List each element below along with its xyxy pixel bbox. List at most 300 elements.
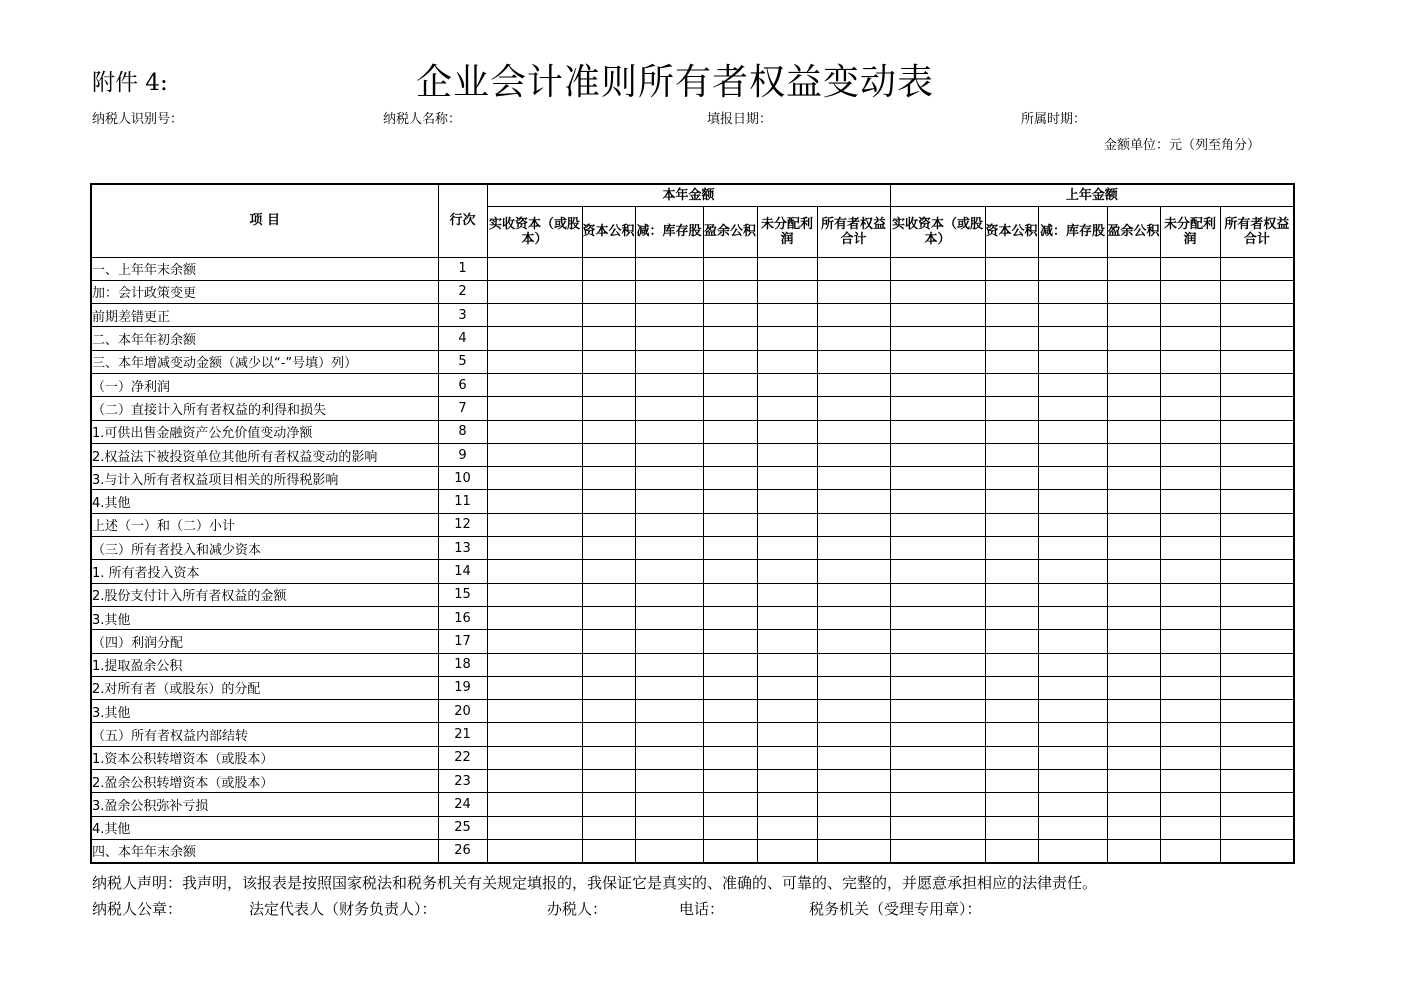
amount-cell[interactable] [1038, 560, 1107, 583]
amount-cell[interactable] [1038, 630, 1107, 653]
amount-cell[interactable] [757, 443, 817, 466]
amount-cell[interactable] [487, 373, 582, 396]
amount-cell[interactable] [703, 257, 757, 280]
amount-cell[interactable] [1038, 327, 1107, 350]
amount-cell[interactable] [487, 513, 582, 536]
amount-cell[interactable] [487, 839, 582, 862]
amount-cell[interactable] [1107, 490, 1160, 513]
amount-cell[interactable] [1107, 513, 1160, 536]
amount-cell[interactable] [890, 770, 985, 793]
amount-cell[interactable] [817, 723, 890, 746]
amount-cell[interactable] [757, 793, 817, 816]
amount-cell[interactable] [985, 676, 1038, 699]
amount-cell[interactable] [635, 537, 703, 560]
amount-cell[interactable] [703, 280, 757, 303]
amount-cell[interactable] [757, 490, 817, 513]
amount-cell[interactable] [582, 606, 635, 629]
amount-cell[interactable] [757, 583, 817, 606]
amount-cell[interactable] [487, 723, 582, 746]
amount-cell[interactable] [1160, 467, 1220, 490]
amount-cell[interactable] [817, 630, 890, 653]
amount-cell[interactable] [1107, 746, 1160, 769]
amount-cell[interactable] [635, 816, 703, 839]
amount-cell[interactable] [635, 327, 703, 350]
amount-cell[interactable] [1038, 746, 1107, 769]
amount-cell[interactable] [487, 490, 582, 513]
amount-cell[interactable] [1038, 397, 1107, 420]
amount-cell[interactable] [582, 537, 635, 560]
amount-cell[interactable] [635, 257, 703, 280]
amount-cell[interactable] [890, 280, 985, 303]
amount-cell[interactable] [487, 676, 582, 699]
amount-cell[interactable] [1107, 630, 1160, 653]
amount-cell[interactable] [635, 653, 703, 676]
amount-cell[interactable] [635, 723, 703, 746]
amount-cell[interactable] [703, 630, 757, 653]
amount-cell[interactable] [985, 583, 1038, 606]
amount-cell[interactable] [1107, 397, 1160, 420]
amount-cell[interactable] [985, 490, 1038, 513]
amount-cell[interactable] [635, 606, 703, 629]
amount-cell[interactable] [1160, 746, 1220, 769]
amount-cell[interactable] [890, 700, 985, 723]
amount-cell[interactable] [487, 304, 582, 327]
amount-cell[interactable] [1160, 770, 1220, 793]
amount-cell[interactable] [757, 420, 817, 443]
amount-cell[interactable] [1107, 583, 1160, 606]
amount-cell[interactable] [985, 443, 1038, 466]
amount-cell[interactable] [817, 443, 890, 466]
amount-cell[interactable] [1160, 723, 1220, 746]
amount-cell[interactable] [890, 723, 985, 746]
amount-cell[interactable] [985, 816, 1038, 839]
amount-cell[interactable] [817, 560, 890, 583]
amount-cell[interactable] [1107, 770, 1160, 793]
amount-cell[interactable] [1107, 653, 1160, 676]
amount-cell[interactable] [1107, 327, 1160, 350]
amount-cell[interactable] [757, 467, 817, 490]
amount-cell[interactable] [487, 280, 582, 303]
amount-cell[interactable] [1160, 327, 1220, 350]
amount-cell[interactable] [1220, 630, 1294, 653]
amount-cell[interactable] [1220, 280, 1294, 303]
amount-cell[interactable] [703, 537, 757, 560]
amount-cell[interactable] [890, 816, 985, 839]
amount-cell[interactable] [582, 793, 635, 816]
amount-cell[interactable] [757, 723, 817, 746]
amount-cell[interactable] [582, 700, 635, 723]
amount-cell[interactable] [635, 583, 703, 606]
amount-cell[interactable] [985, 397, 1038, 420]
amount-cell[interactable] [635, 630, 703, 653]
amount-cell[interactable] [487, 700, 582, 723]
amount-cell[interactable] [1038, 653, 1107, 676]
amount-cell[interactable] [1220, 373, 1294, 396]
amount-cell[interactable] [1220, 606, 1294, 629]
amount-cell[interactable] [757, 280, 817, 303]
amount-cell[interactable] [757, 630, 817, 653]
amount-cell[interactable] [1220, 350, 1294, 373]
amount-cell[interactable] [757, 350, 817, 373]
amount-cell[interactable] [890, 304, 985, 327]
amount-cell[interactable] [985, 793, 1038, 816]
amount-cell[interactable] [1038, 304, 1107, 327]
amount-cell[interactable] [582, 770, 635, 793]
amount-cell[interactable] [817, 676, 890, 699]
amount-cell[interactable] [487, 467, 582, 490]
amount-cell[interactable] [757, 537, 817, 560]
amount-cell[interactable] [1038, 467, 1107, 490]
amount-cell[interactable] [890, 560, 985, 583]
amount-cell[interactable] [817, 537, 890, 560]
amount-cell[interactable] [1038, 793, 1107, 816]
amount-cell[interactable] [1220, 443, 1294, 466]
amount-cell[interactable] [1107, 304, 1160, 327]
amount-cell[interactable] [1160, 606, 1220, 629]
amount-cell[interactable] [487, 327, 582, 350]
amount-cell[interactable] [1160, 513, 1220, 536]
amount-cell[interactable] [817, 373, 890, 396]
amount-cell[interactable] [1038, 606, 1107, 629]
amount-cell[interactable] [703, 606, 757, 629]
amount-cell[interactable] [487, 350, 582, 373]
amount-cell[interactable] [890, 606, 985, 629]
amount-cell[interactable] [817, 257, 890, 280]
amount-cell[interactable] [1107, 373, 1160, 396]
amount-cell[interactable] [757, 676, 817, 699]
amount-cell[interactable] [1038, 839, 1107, 862]
amount-cell[interactable] [890, 793, 985, 816]
amount-cell[interactable] [582, 653, 635, 676]
amount-cell[interactable] [817, 420, 890, 443]
amount-cell[interactable] [635, 700, 703, 723]
amount-cell[interactable] [1107, 606, 1160, 629]
amount-cell[interactable] [757, 700, 817, 723]
amount-cell[interactable] [817, 700, 890, 723]
amount-cell[interactable] [817, 490, 890, 513]
amount-cell[interactable] [703, 397, 757, 420]
amount-cell[interactable] [1038, 816, 1107, 839]
amount-cell[interactable] [757, 560, 817, 583]
amount-cell[interactable] [487, 397, 582, 420]
amount-cell[interactable] [817, 653, 890, 676]
amount-cell[interactable] [1038, 676, 1107, 699]
amount-cell[interactable] [1220, 467, 1294, 490]
amount-cell[interactable] [582, 304, 635, 327]
amount-cell[interactable] [985, 537, 1038, 560]
amount-cell[interactable] [1038, 420, 1107, 443]
amount-cell[interactable] [985, 746, 1038, 769]
amount-cell[interactable] [635, 420, 703, 443]
amount-cell[interactable] [817, 583, 890, 606]
amount-cell[interactable] [817, 467, 890, 490]
amount-cell[interactable] [487, 770, 582, 793]
amount-cell[interactable] [703, 653, 757, 676]
amount-cell[interactable] [1160, 560, 1220, 583]
amount-cell[interactable] [1160, 490, 1220, 513]
amount-cell[interactable] [1107, 723, 1160, 746]
amount-cell[interactable] [890, 630, 985, 653]
amount-cell[interactable] [890, 420, 985, 443]
amount-cell[interactable] [487, 653, 582, 676]
amount-cell[interactable] [817, 350, 890, 373]
amount-cell[interactable] [1160, 816, 1220, 839]
amount-cell[interactable] [985, 513, 1038, 536]
amount-cell[interactable] [635, 373, 703, 396]
amount-cell[interactable] [1107, 537, 1160, 560]
amount-cell[interactable] [703, 700, 757, 723]
amount-cell[interactable] [487, 443, 582, 466]
amount-cell[interactable] [1038, 583, 1107, 606]
amount-cell[interactable] [703, 816, 757, 839]
amount-cell[interactable] [1160, 676, 1220, 699]
amount-cell[interactable] [757, 653, 817, 676]
amount-cell[interactable] [985, 630, 1038, 653]
amount-cell[interactable] [582, 443, 635, 466]
amount-cell[interactable] [487, 583, 582, 606]
amount-cell[interactable] [985, 327, 1038, 350]
amount-cell[interactable] [890, 537, 985, 560]
amount-cell[interactable] [757, 746, 817, 769]
amount-cell[interactable] [985, 304, 1038, 327]
amount-cell[interactable] [1220, 746, 1294, 769]
amount-cell[interactable] [890, 350, 985, 373]
amount-cell[interactable] [487, 537, 582, 560]
amount-cell[interactable] [582, 560, 635, 583]
amount-cell[interactable] [1160, 793, 1220, 816]
amount-cell[interactable] [817, 816, 890, 839]
amount-cell[interactable] [635, 770, 703, 793]
amount-cell[interactable] [582, 583, 635, 606]
amount-cell[interactable] [817, 304, 890, 327]
amount-cell[interactable] [1107, 793, 1160, 816]
amount-cell[interactable] [1220, 513, 1294, 536]
amount-cell[interactable] [1107, 676, 1160, 699]
amount-cell[interactable] [1160, 304, 1220, 327]
amount-cell[interactable] [635, 467, 703, 490]
amount-cell[interactable] [1038, 443, 1107, 466]
amount-cell[interactable] [1107, 420, 1160, 443]
amount-cell[interactable] [1038, 723, 1107, 746]
amount-cell[interactable] [1220, 537, 1294, 560]
amount-cell[interactable] [890, 467, 985, 490]
amount-cell[interactable] [582, 327, 635, 350]
amount-cell[interactable] [757, 304, 817, 327]
amount-cell[interactable] [757, 513, 817, 536]
amount-cell[interactable] [635, 839, 703, 862]
amount-cell[interactable] [582, 397, 635, 420]
amount-cell[interactable] [703, 839, 757, 862]
amount-cell[interactable] [817, 397, 890, 420]
amount-cell[interactable] [1220, 816, 1294, 839]
amount-cell[interactable] [1220, 723, 1294, 746]
amount-cell[interactable] [703, 373, 757, 396]
amount-cell[interactable] [890, 653, 985, 676]
amount-cell[interactable] [487, 746, 582, 769]
amount-cell[interactable] [582, 280, 635, 303]
amount-cell[interactable] [1220, 653, 1294, 676]
amount-cell[interactable] [1160, 583, 1220, 606]
amount-cell[interactable] [757, 397, 817, 420]
amount-cell[interactable] [582, 676, 635, 699]
amount-cell[interactable] [635, 513, 703, 536]
amount-cell[interactable] [635, 350, 703, 373]
amount-cell[interactable] [582, 350, 635, 373]
amount-cell[interactable] [985, 420, 1038, 443]
amount-cell[interactable] [985, 606, 1038, 629]
amount-cell[interactable] [1220, 793, 1294, 816]
amount-cell[interactable] [817, 513, 890, 536]
amount-cell[interactable] [985, 257, 1038, 280]
amount-cell[interactable] [703, 304, 757, 327]
amount-cell[interactable] [985, 653, 1038, 676]
amount-cell[interactable] [1038, 490, 1107, 513]
amount-cell[interactable] [582, 839, 635, 862]
amount-cell[interactable] [1160, 350, 1220, 373]
amount-cell[interactable] [1038, 513, 1107, 536]
amount-cell[interactable] [817, 606, 890, 629]
amount-cell[interactable] [1038, 770, 1107, 793]
amount-cell[interactable] [703, 350, 757, 373]
amount-cell[interactable] [890, 257, 985, 280]
amount-cell[interactable] [1220, 397, 1294, 420]
amount-cell[interactable] [817, 839, 890, 862]
amount-cell[interactable] [582, 373, 635, 396]
amount-cell[interactable] [817, 793, 890, 816]
amount-cell[interactable] [890, 373, 985, 396]
amount-cell[interactable] [1160, 630, 1220, 653]
amount-cell[interactable] [1220, 304, 1294, 327]
amount-cell[interactable] [1107, 443, 1160, 466]
amount-cell[interactable] [985, 770, 1038, 793]
amount-cell[interactable] [890, 583, 985, 606]
amount-cell[interactable] [985, 280, 1038, 303]
amount-cell[interactable] [487, 606, 582, 629]
amount-cell[interactable] [757, 257, 817, 280]
amount-cell[interactable] [703, 723, 757, 746]
amount-cell[interactable] [635, 397, 703, 420]
amount-cell[interactable] [703, 490, 757, 513]
amount-cell[interactable] [703, 746, 757, 769]
amount-cell[interactable] [1107, 816, 1160, 839]
amount-cell[interactable] [703, 583, 757, 606]
amount-cell[interactable] [1220, 700, 1294, 723]
amount-cell[interactable] [890, 746, 985, 769]
amount-cell[interactable] [1038, 373, 1107, 396]
amount-cell[interactable] [1160, 280, 1220, 303]
amount-cell[interactable] [757, 606, 817, 629]
amount-cell[interactable] [1107, 467, 1160, 490]
amount-cell[interactable] [703, 560, 757, 583]
amount-cell[interactable] [1160, 537, 1220, 560]
amount-cell[interactable] [635, 560, 703, 583]
amount-cell[interactable] [635, 280, 703, 303]
amount-cell[interactable] [1220, 327, 1294, 350]
amount-cell[interactable] [635, 676, 703, 699]
amount-cell[interactable] [1160, 373, 1220, 396]
amount-cell[interactable] [582, 746, 635, 769]
amount-cell[interactable] [487, 560, 582, 583]
amount-cell[interactable] [582, 513, 635, 536]
amount-cell[interactable] [985, 560, 1038, 583]
amount-cell[interactable] [487, 630, 582, 653]
amount-cell[interactable] [757, 816, 817, 839]
amount-cell[interactable] [582, 723, 635, 746]
amount-cell[interactable] [757, 327, 817, 350]
amount-cell[interactable] [703, 327, 757, 350]
amount-cell[interactable] [635, 746, 703, 769]
amount-cell[interactable] [985, 723, 1038, 746]
amount-cell[interactable] [1160, 257, 1220, 280]
amount-cell[interactable] [635, 793, 703, 816]
amount-cell[interactable] [890, 490, 985, 513]
amount-cell[interactable] [703, 513, 757, 536]
amount-cell[interactable] [985, 467, 1038, 490]
amount-cell[interactable] [703, 793, 757, 816]
amount-cell[interactable] [890, 327, 985, 350]
amount-cell[interactable] [703, 420, 757, 443]
amount-cell[interactable] [1220, 490, 1294, 513]
amount-cell[interactable] [703, 467, 757, 490]
amount-cell[interactable] [1107, 350, 1160, 373]
amount-cell[interactable] [890, 676, 985, 699]
amount-cell[interactable] [1160, 839, 1220, 862]
amount-cell[interactable] [1220, 257, 1294, 280]
amount-cell[interactable] [703, 676, 757, 699]
amount-cell[interactable] [487, 793, 582, 816]
amount-cell[interactable] [1220, 583, 1294, 606]
amount-cell[interactable] [1220, 676, 1294, 699]
amount-cell[interactable] [1107, 839, 1160, 862]
amount-cell[interactable] [890, 513, 985, 536]
amount-cell[interactable] [1107, 280, 1160, 303]
amount-cell[interactable] [582, 420, 635, 443]
amount-cell[interactable] [582, 816, 635, 839]
amount-cell[interactable] [1220, 770, 1294, 793]
amount-cell[interactable] [985, 350, 1038, 373]
amount-cell[interactable] [985, 373, 1038, 396]
amount-cell[interactable] [1107, 700, 1160, 723]
amount-cell[interactable] [1160, 653, 1220, 676]
amount-cell[interactable] [487, 420, 582, 443]
amount-cell[interactable] [890, 397, 985, 420]
amount-cell[interactable] [1107, 560, 1160, 583]
amount-cell[interactable] [757, 770, 817, 793]
amount-cell[interactable] [582, 467, 635, 490]
amount-cell[interactable] [817, 327, 890, 350]
amount-cell[interactable] [817, 770, 890, 793]
amount-cell[interactable] [703, 770, 757, 793]
amount-cell[interactable] [1038, 700, 1107, 723]
amount-cell[interactable] [1038, 257, 1107, 280]
amount-cell[interactable] [635, 443, 703, 466]
amount-cell[interactable] [1220, 560, 1294, 583]
amount-cell[interactable] [1160, 700, 1220, 723]
amount-cell[interactable] [890, 443, 985, 466]
amount-cell[interactable] [1038, 537, 1107, 560]
amount-cell[interactable] [757, 373, 817, 396]
amount-cell[interactable] [1038, 280, 1107, 303]
amount-cell[interactable] [487, 257, 582, 280]
amount-cell[interactable] [635, 490, 703, 513]
amount-cell[interactable] [582, 490, 635, 513]
amount-cell[interactable] [635, 304, 703, 327]
amount-cell[interactable] [890, 839, 985, 862]
amount-cell[interactable] [985, 700, 1038, 723]
amount-cell[interactable] [1220, 839, 1294, 862]
amount-cell[interactable] [985, 839, 1038, 862]
amount-cell[interactable] [817, 280, 890, 303]
